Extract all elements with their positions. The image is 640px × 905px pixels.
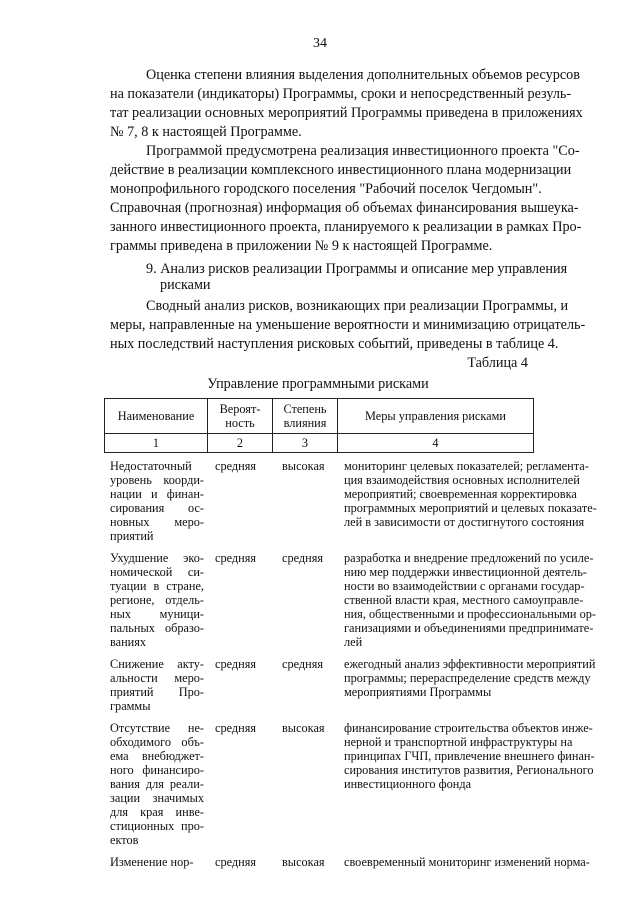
column-number: 4 [338,434,534,453]
text-line: мониторинг целевых показателей; регламента- [344,459,589,473]
text-line: уровень коорди- [110,473,204,487]
text-line: ема внебюджет- [110,749,204,763]
risk-measures [344,721,595,791]
text-line: альности меро- [110,671,204,685]
text-line: ция взаимодействия основных исполнителей [344,473,580,487]
table-label: Таблица 4 [467,355,528,371]
text-line: лей [344,635,363,649]
text-line: ных муници- [110,607,204,621]
risk-measures [344,459,597,529]
text-line: Программой предусмотрена реализация инвестиционного проекта "Со- [146,143,580,159]
text-line: туации в стране, [110,579,204,593]
text-line: ектов [110,833,139,847]
risk-impact: средняя [282,657,324,671]
text-line: нерной и транспортной инфраструктуры на [344,735,573,749]
column-number: 1 [105,434,208,453]
risk-probability: средняя [215,721,257,735]
text-line: на показатели (индикаторы) Программы, сроки и непосредственный резуль- [110,86,572,102]
text-line: разработка и внедрение предложений по усиле- [344,551,594,565]
text-line: регионе, отдель- [110,593,204,607]
text-line: приятий [110,529,154,543]
text-line: принципах ГЧП, привлечение внешнего финан- [344,749,595,763]
header-impact: Степень влияния [273,399,338,434]
text-line: Недостаточный [110,459,192,473]
text-line: ности во взаимодействии с органами государ- [344,579,585,593]
risk-impact: средняя [282,551,324,565]
text-line: Изменение нор- [110,855,194,869]
text-line: нию мер поддержки инвестиционной деятель- [344,565,587,579]
text-line: для края инве- [110,805,204,819]
text-line: обходимого объ- [110,735,204,749]
risk-name [110,855,204,869]
text-line: своевременный мониторинг изменений норма- [344,855,590,869]
text-line: лей в зависимости от достигнутого состояния [344,515,585,529]
text-line: Сводный анализ рисков, возникающих при реализации Программы, и [146,298,569,314]
header-name: Наименование [105,399,208,434]
text-line: сирования ос- [110,501,204,515]
risk-impact: высокая [282,721,325,735]
text-line: вания для реали- [110,777,204,791]
text-line: граммы [110,699,151,713]
text-line: программы; перераспределение средств между [344,671,591,685]
text-line: Снижение акту- [110,657,204,671]
header-measures: Меры управления рисками [338,399,534,434]
risk-name [110,459,204,543]
text-line: Отсутствие не- [110,721,204,735]
text-line: зации значимых [110,791,204,805]
text-line: Ухудшение эко- [110,551,204,565]
text-line: программных мероприятий и целевых показате- [344,501,597,515]
text-line: монопрофильного городского поселения "Рабочий поселок Чегдомын". [110,181,542,197]
risk-probability: средняя [215,657,257,671]
text-line: ния, общественными и профессиональными ор- [344,607,596,621]
table-title: Управление программными рисками [207,376,429,392]
paragraph-investment-project [110,142,582,256]
text-line: инвестиционного фонда [344,777,472,791]
risk-table-header [104,398,534,453]
text-line: ных последствий наступления рисковых событий, приведены в таблице 4. [110,336,559,352]
text-line: рисками [160,277,211,293]
text-line: стиционных про- [110,819,204,833]
risk-impact: высокая [282,459,325,473]
text-line: мероприятий; своевременная корректировка [344,487,577,501]
risk-measures [344,657,596,699]
text-line: номической си- [110,565,204,579]
risk-probability: средняя [215,551,257,565]
risk-measures [344,855,590,869]
text-line: тат реализации основных мероприятий Программы приведена в приложениях [110,105,583,121]
text-line: новных меро- [110,515,204,529]
risk-probability: средняя [215,459,257,473]
risk-name [110,551,204,649]
text-line: нации и финан- [110,487,204,501]
risk-measures [344,551,596,649]
text-line: занного инвестиционного проекта, планируемого к реализации в рамках Про- [110,219,582,235]
text-line: ваниях [110,635,147,649]
text-line: пальных образо- [110,621,204,635]
text-line: действие в реализации комплексного инвестиционного плана модернизации [110,162,572,178]
text-line: сирования институтов развития, Регионального [344,763,594,777]
text-line: 9. Анализ рисков реализации Программы и описание мер управления [146,261,568,277]
column-number: 2 [208,434,273,453]
text-line: ганизациями и объединениями предпринимате- [344,621,594,635]
text-line: ного финансиро- [110,763,204,777]
text-line: № 7, 8 к настоящей Программе. [110,124,302,140]
header-probability: Вероят- ность [208,399,273,434]
text-line: Оценка степени влияния выделения дополнительных объемов ресурсов [146,67,580,83]
risk-name [110,721,204,847]
text-line: мероприятиями Программы [344,685,492,699]
section-heading [146,261,568,293]
text-line: приятий Про- [110,685,204,699]
text-line: ственной власти края, местного самоуправле- [344,593,584,607]
text-line: Справочная (прогнозная) информация об объемах финансирования вышеука- [110,200,579,216]
text-line: ежегодный анализ эффективности мероприятий [344,657,596,671]
risk-impact: высокая [282,855,325,869]
paragraph-risk-intro [110,297,586,354]
risk-probability: средняя [215,855,257,869]
paragraph-evaluation [110,66,583,142]
column-number: 3 [273,434,338,453]
text-line: меры, направленные на уменьшение вероятности и минимизацию отрицатель- [110,317,586,333]
page-number: 34 [313,36,327,51]
risk-name [110,657,204,713]
text-line: финансирование строительства объектов инже- [344,721,593,735]
text-line: граммы приведена в приложении № 9 к настоящей Программе. [110,238,493,254]
